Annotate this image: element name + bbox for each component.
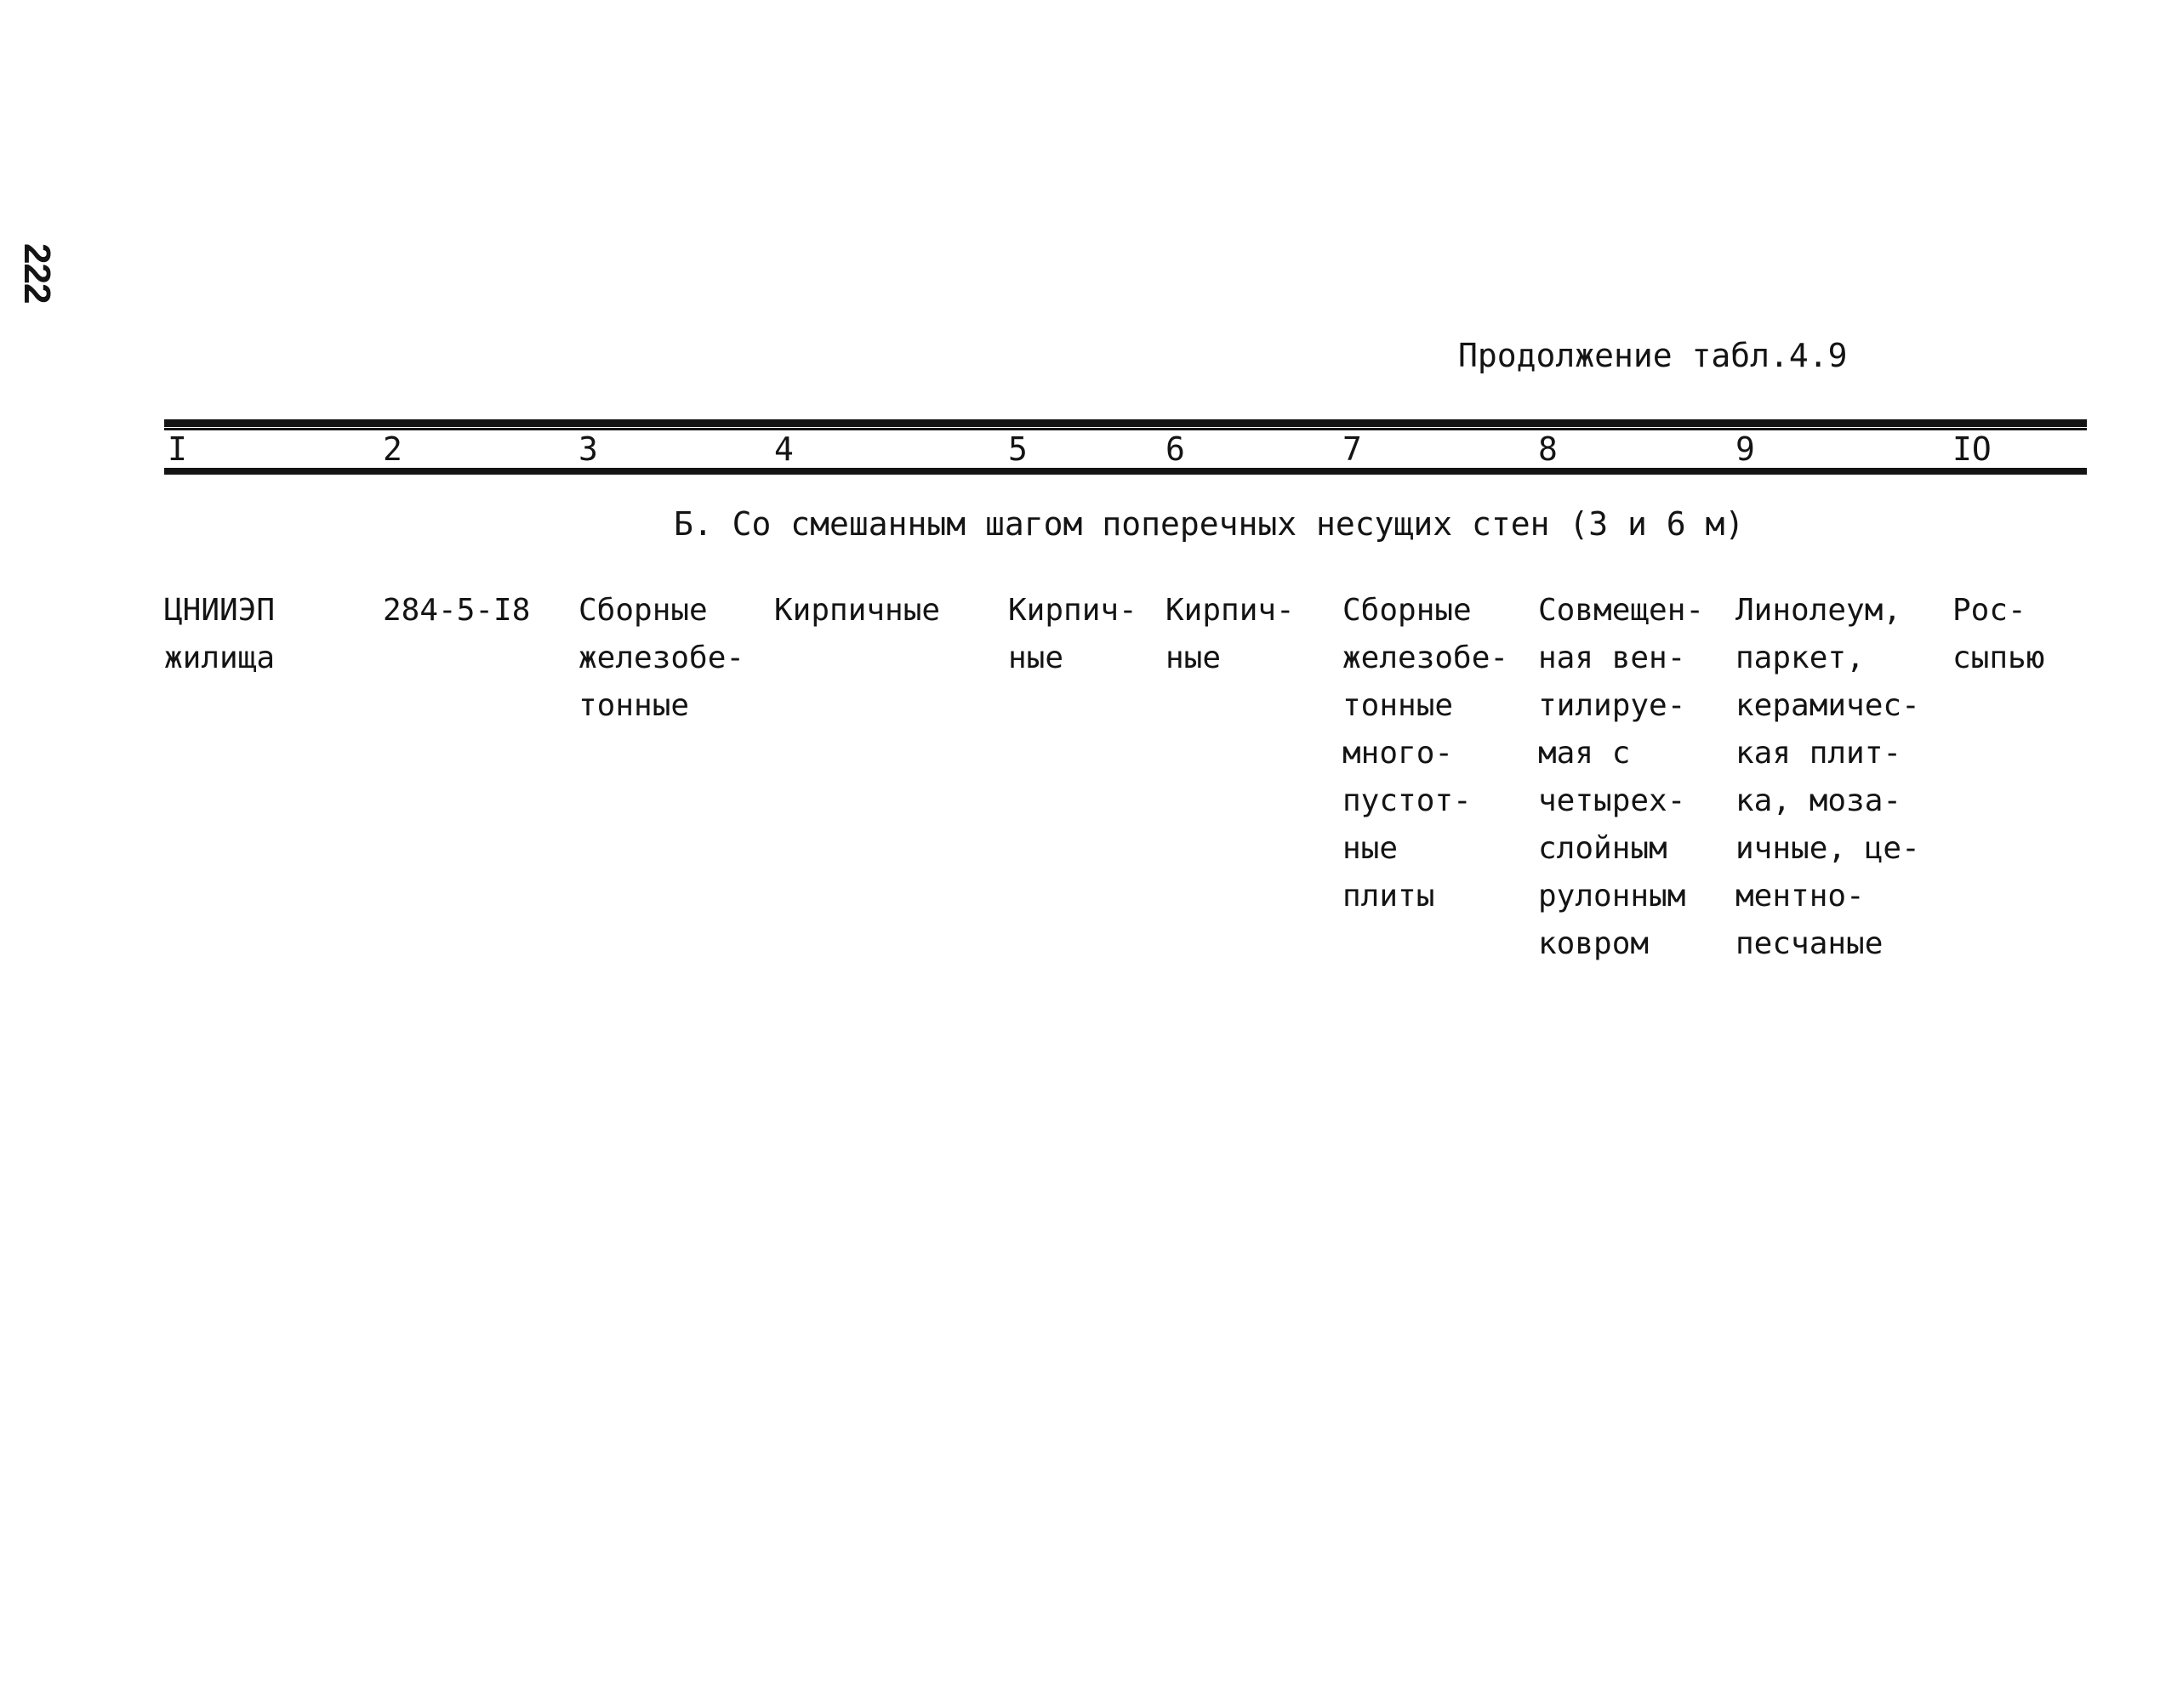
column-number: IO	[1952, 430, 1992, 468]
column-number: 2	[383, 430, 402, 468]
cell-line: 284-5-I8	[383, 593, 531, 628]
cell-line: пустот-	[1342, 783, 1472, 818]
cell-line: слойным	[1538, 831, 1667, 866]
column-number: 4	[774, 430, 794, 468]
cell-line: ные	[1165, 640, 1222, 675]
cell-line: Кирпичные	[774, 593, 941, 628]
cell-line: плиты	[1342, 879, 1435, 914]
cell-line: много-	[1342, 736, 1454, 771]
table-continuation-label: Продолжение табл.4.9	[1458, 337, 1848, 374]
cell-line: жилища	[164, 640, 276, 675]
cell-column-8	[1538, 587, 1704, 968]
cell-line: ковром	[1538, 926, 1650, 961]
column-number: 7	[1342, 430, 1362, 468]
section-title: Б. Со смешанным шагом поперечных несущих стен (3 и 6 м)	[674, 505, 1745, 543]
column-number: 6	[1165, 430, 1185, 468]
cell-column-9	[1735, 587, 1920, 968]
cell-line: ЦНИИЭП	[164, 593, 276, 628]
table-header-bottom-rule	[164, 468, 2087, 475]
table-top-rule-thin	[164, 428, 2087, 430]
column-number: 8	[1538, 430, 1558, 468]
table-top-rule	[164, 419, 2087, 427]
cell-column-5	[1008, 587, 1137, 682]
cell-line: железобе-	[1342, 640, 1509, 675]
cell-line: паркет,	[1735, 640, 1865, 675]
cell-line: ка, моза-	[1735, 783, 1902, 818]
cell-line: Рос-	[1952, 593, 2026, 628]
cell-line: рулонным	[1538, 879, 1686, 914]
page-number: 222	[16, 243, 58, 304]
cell-line: мая с	[1538, 736, 1631, 771]
cell-line: ичные, це-	[1735, 831, 1920, 866]
cell-line: Сборные	[578, 593, 708, 628]
cell-line: ментно-	[1735, 879, 1865, 914]
cell-line: Линолеум,	[1735, 593, 1902, 628]
cell-project-number	[383, 587, 530, 635]
cell-column-3	[578, 587, 744, 730]
cell-line: четырех-	[1538, 783, 1686, 818]
column-number: I	[168, 430, 187, 468]
cell-line: сыпью	[1952, 640, 2045, 675]
cell-column-10	[1952, 587, 2044, 682]
column-number: 3	[578, 430, 598, 468]
cell-column-6	[1165, 587, 1295, 682]
cell-line: тилируе-	[1538, 688, 1686, 723]
cell-line: ные	[1342, 831, 1399, 866]
cell-line: железобе-	[578, 640, 745, 675]
cell-line: тонные	[1342, 688, 1454, 723]
cell-line: керамичес-	[1735, 688, 1920, 723]
cell-line: тонные	[578, 688, 690, 723]
cell-organization	[164, 587, 275, 682]
column-number: 5	[1008, 430, 1028, 468]
cell-column-7	[1342, 587, 1508, 920]
cell-column-4	[774, 587, 940, 635]
cell-line: кая плит-	[1735, 736, 1902, 771]
cell-line: ная вен-	[1538, 640, 1686, 675]
cell-line: Кирпич-	[1008, 593, 1137, 628]
column-number: 9	[1735, 430, 1755, 468]
cell-line: Кирпич-	[1165, 593, 1295, 628]
cell-line: Совмещен-	[1538, 593, 1705, 628]
cell-line: Сборные	[1342, 593, 1472, 628]
cell-line: песчаные	[1735, 926, 1884, 961]
cell-line: ные	[1008, 640, 1064, 675]
